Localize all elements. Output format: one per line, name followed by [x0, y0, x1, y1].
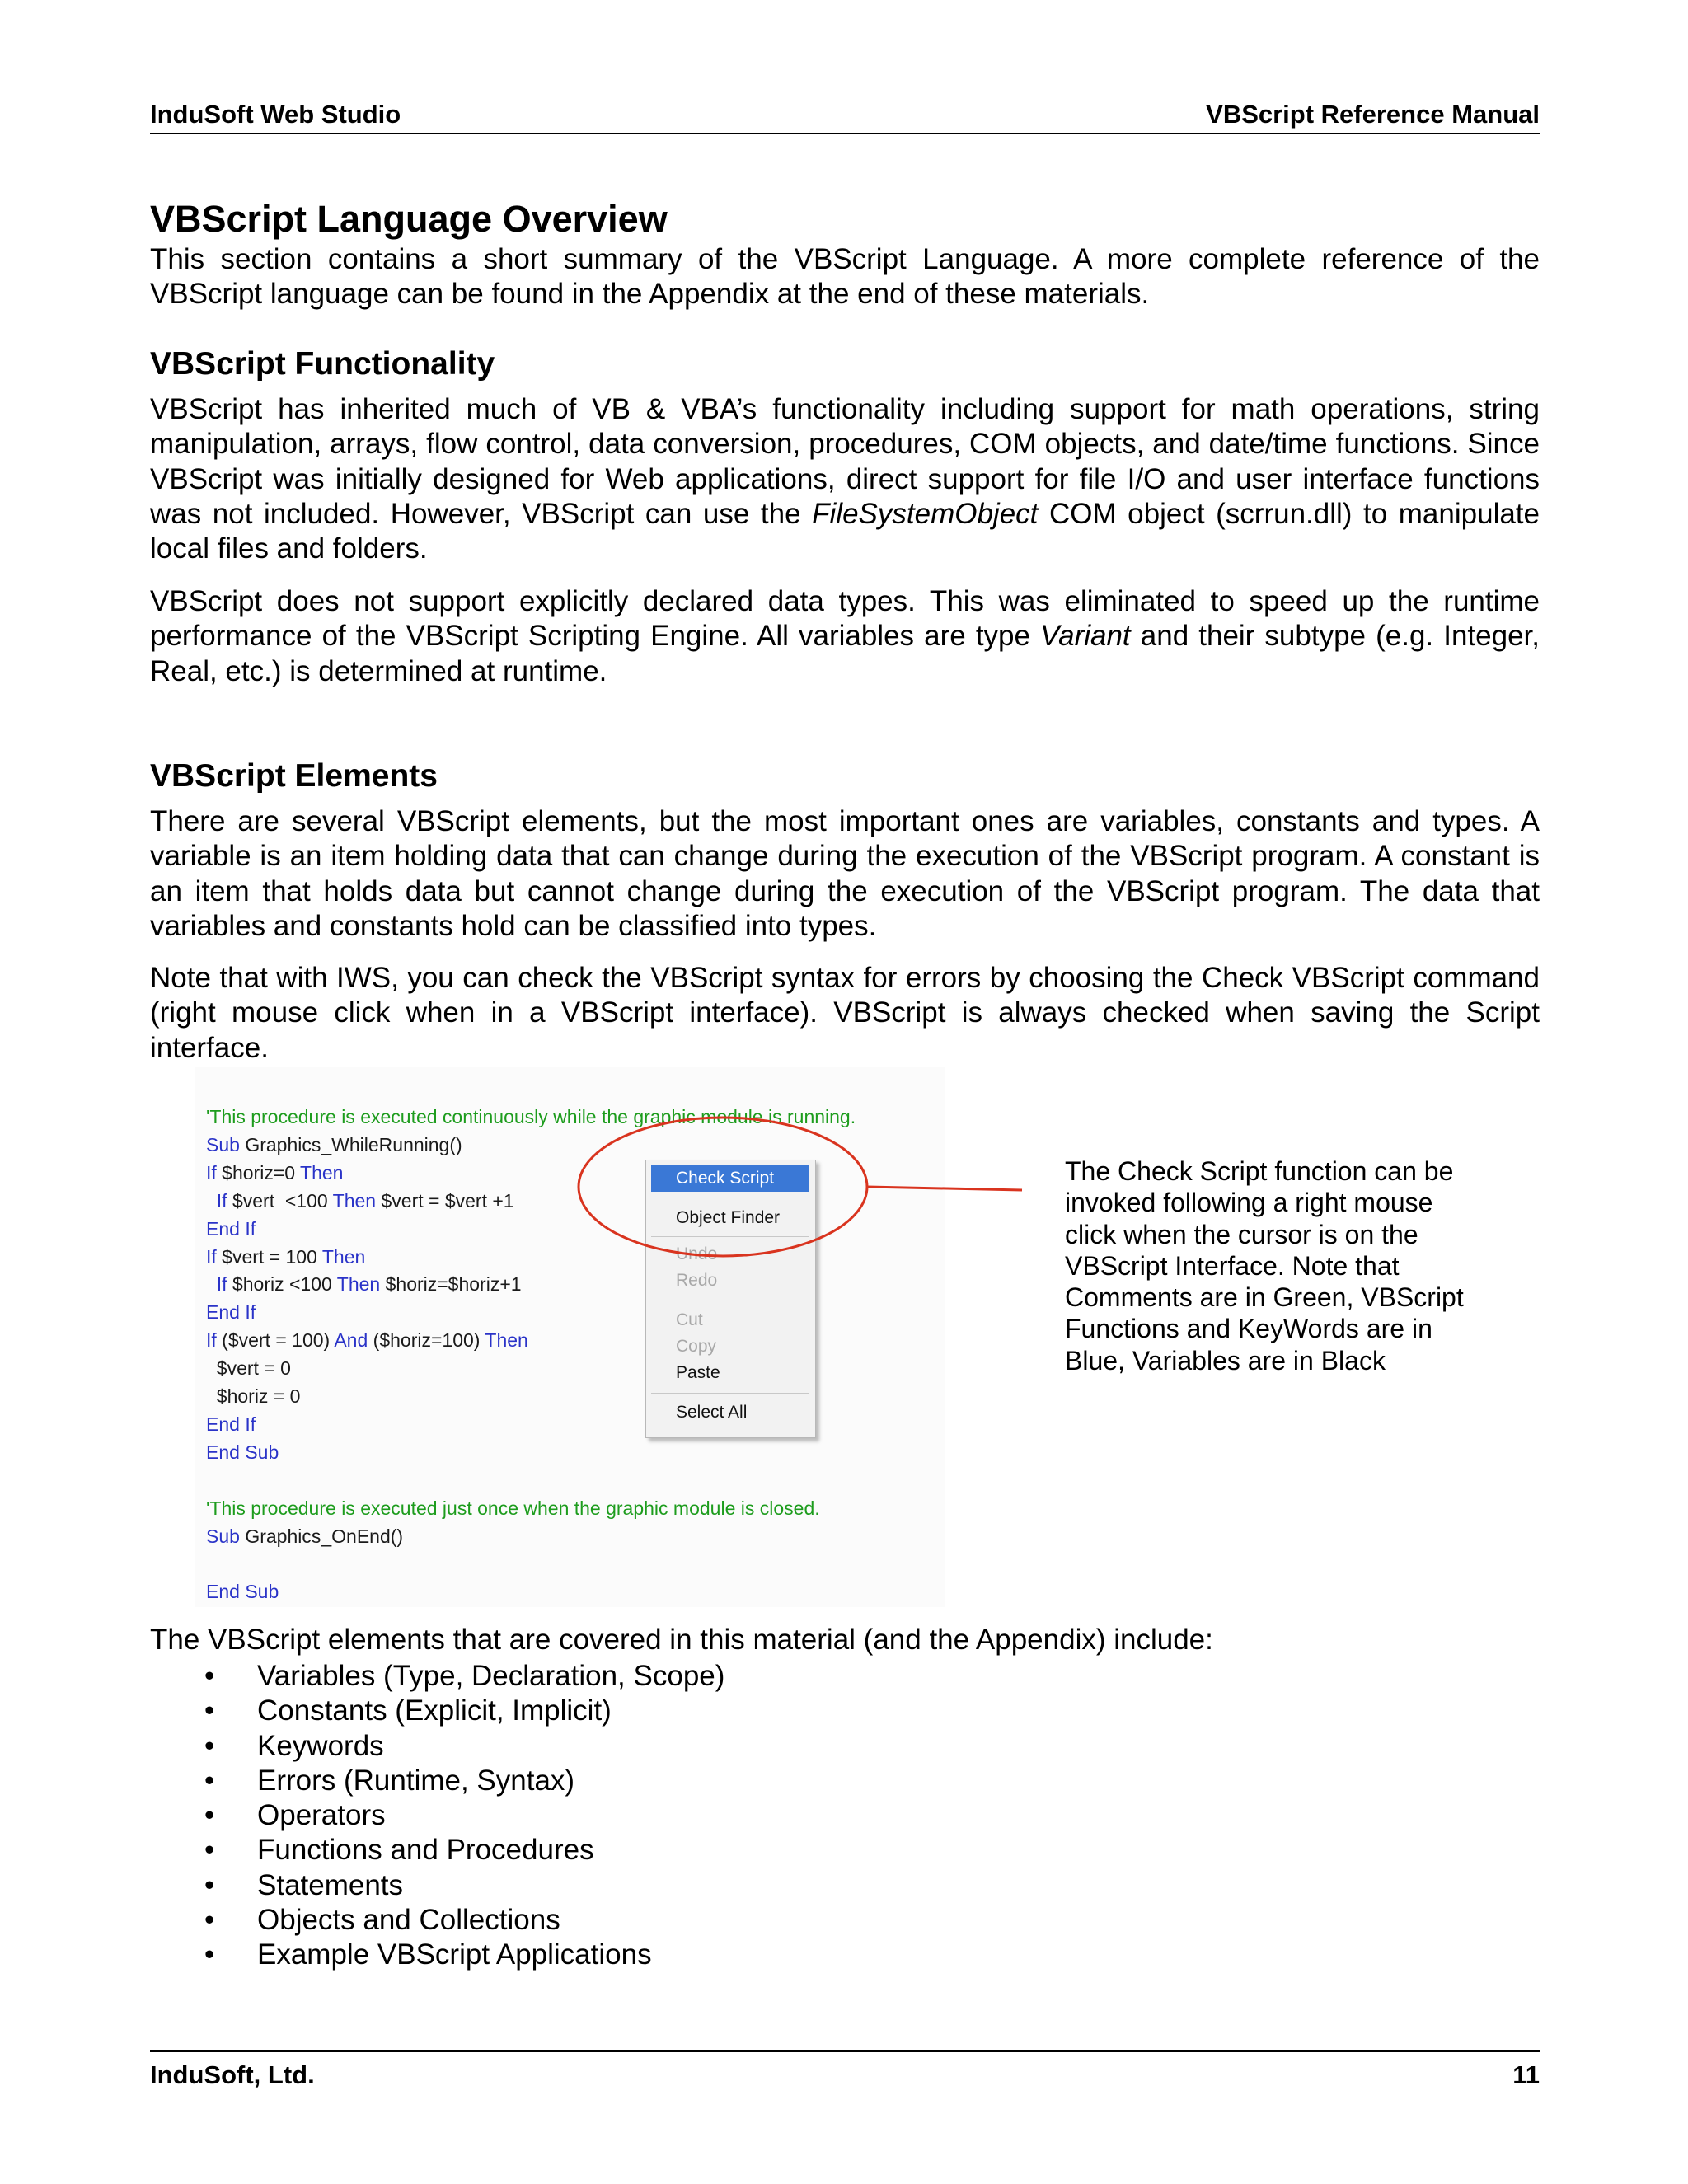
page-number: 11: [1512, 2060, 1540, 2089]
code-keyword: Sub: [206, 1525, 240, 1547]
code-text: Graphics_WhileRunning(): [239, 1133, 462, 1155]
elements-paragraph-1: There are several VBScript elements, but the most important ones are variables, constants and types. A variable is an item holding data that can change during the execution of the VBScript program. A constant is an item that holds data but cannot change during the execution of the VBScript program. The data that variables and constants hold can be classified into types.: [150, 805, 1540, 942]
code-keyword: If: [206, 1161, 217, 1183]
list-item-text: Objects and Collections: [257, 1904, 560, 1937]
fp1-before: VBScript has inherited much of VB & VBA’s functionality including support for math operations, string manipulation, arrays, flow control, data conversion, procedures, COM objects, and date/time functions. Since VBScript was initially designed for Web applications, direct support for file I/O and user interface functions was not included. However, VBScript can use the: [150, 393, 1540, 530]
menu-item-check-script[interactable]: Check Script: [651, 1165, 809, 1192]
page-title: VBScript Language Overview: [150, 198, 668, 240]
menu-item-redo[interactable]: Redo: [676, 1271, 718, 1290]
bullet-icon: •: [204, 1799, 215, 1832]
bullet-icon: •: [204, 1904, 215, 1937]
list-item: [150, 1903, 724, 1938]
list-item-text: Operators: [257, 1799, 386, 1832]
list-item: [150, 1833, 724, 1868]
covered-intro: The VBScript elements that are covered in this material (and the Appendix) include:: [150, 1624, 1213, 1656]
bullet-icon: •: [204, 1694, 215, 1727]
code-text: $horiz <100: [227, 1273, 337, 1296]
code-text: $horiz = 0: [206, 1385, 301, 1408]
intro-paragraph: This section contains a short summary of the VBScript Language. A more complete reference of the VBScript language can be found in the Appendix at the end of these materials.: [150, 243, 1540, 311]
list-item-text: Keywords: [257, 1729, 384, 1762]
elements-heading: VBScript Elements: [150, 758, 438, 794]
code-text: Graphics_OnEnd(): [239, 1525, 404, 1547]
page-footer: [150, 2050, 1540, 2097]
list-item-text: Example VBScript Applications: [257, 1938, 652, 1971]
code-keyword: End If: [206, 1413, 256, 1435]
code-keyword: Then: [300, 1161, 344, 1183]
menu-item-undo[interactable]: Undo: [676, 1244, 718, 1263]
code-text: ($vert = 100): [216, 1329, 335, 1352]
bullet-icon: •: [204, 1938, 215, 1971]
code-comment: 'This procedure is executed just once when the graphic module is closed.: [206, 1497, 820, 1519]
code-keyword: Then: [321, 1245, 366, 1268]
code-keyword: If: [206, 1273, 227, 1296]
list-item-text: Statements: [257, 1868, 404, 1901]
menu-item-paste[interactable]: Paste: [676, 1363, 720, 1382]
code-text: $vert = $vert +1: [376, 1189, 514, 1212]
code-keyword: And: [334, 1329, 368, 1352]
list-item: [150, 1938, 724, 1972]
footer-left: InduSoft, Ltd.: [150, 2060, 315, 2089]
bullet-icon: •: [204, 1764, 215, 1797]
code-text: $horiz=0: [216, 1161, 301, 1183]
list-item-text: Errors (Runtime, Syntax): [257, 1764, 575, 1797]
menu-item-cut[interactable]: Cut: [676, 1310, 703, 1329]
list-item: [150, 1764, 724, 1798]
code-text: $vert <100: [227, 1189, 333, 1212]
list-item: [150, 1729, 724, 1764]
code-keyword: Sub: [206, 1133, 240, 1155]
bullet-icon: •: [204, 1834, 215, 1867]
menu-item-object-finder[interactable]: Object Finder: [676, 1208, 781, 1227]
code-keyword: End If: [206, 1301, 256, 1324]
elements-paragraph-2: Note that with IWS, you can check the VBScript syntax for errors by choosing the Check VBScript command (right mouse click when in a VBScript interface). VBScript is always checked when saving the Script interface.: [150, 962, 1540, 1064]
list-item-text: Variables (Type, Declaration, Scope): [257, 1660, 725, 1692]
code-comment: 'This procedure is executed continuously while the graphic module is running.: [206, 1106, 856, 1127]
covered-elements-list: [150, 1659, 724, 1973]
bullet-icon: •: [204, 1660, 215, 1692]
list-item-text: Functions and Procedures: [257, 1834, 594, 1867]
list-item: [150, 1868, 724, 1903]
code-text: $vert = 100: [216, 1245, 322, 1268]
code-keyword: If: [206, 1329, 217, 1352]
list-item: [150, 1798, 724, 1833]
fp2-before: VBScript does not support explicitly declared data types. This was eliminated to speed up the runtime performance of the VBScript Scripting Engine. All variables are type: [150, 585, 1540, 653]
code-keyword: If: [206, 1189, 227, 1212]
callout-text: The Check Script function can be invoked following a right mouse click when the cursor is on the VBScript Interface. Note that Comments are in Green, VBScript Functions and KeyWords are in Blue, Variables are in Black: [1065, 1156, 1464, 1376]
code-keyword: End If: [206, 1217, 256, 1240]
bullet-icon: •: [204, 1868, 215, 1901]
code-text: $vert = 0: [206, 1357, 291, 1380]
list-item: [150, 1659, 724, 1694]
code-keyword: Then: [332, 1189, 377, 1212]
menu-item-copy[interactable]: Copy: [676, 1337, 717, 1356]
code-keyword: End Sub: [206, 1581, 279, 1603]
list-item-text: Constants (Explicit, Implicit): [257, 1694, 612, 1727]
code-keyword: If: [206, 1245, 217, 1268]
list-item: [150, 1694, 724, 1728]
callout-connector-line: [867, 1187, 1022, 1190]
code-keyword: Then: [485, 1329, 528, 1352]
fp1-after: COM object (scrrun.dll) to manipulate local files and folders.: [150, 497, 1540, 565]
header-left: InduSoft Web Studio: [150, 100, 401, 129]
fp1-em: FileSystemObject: [812, 497, 1039, 530]
header-right: VBScript Reference Manual: [1206, 100, 1540, 129]
menu-item-select-all[interactable]: Select All: [676, 1403, 748, 1422]
code-text: $horiz=$horiz+1: [380, 1273, 522, 1296]
highlight-ellipse: [579, 1118, 867, 1256]
bullet-icon: •: [204, 1729, 215, 1762]
fp2-after: and their subtype (e.g. Integer, Real, etc.) is determined at runtime.: [150, 620, 1540, 687]
fp2-em: Variant: [1040, 620, 1131, 653]
code-keyword: Then: [336, 1273, 381, 1296]
functionality-heading: VBScript Functionality: [150, 346, 495, 382]
code-text: ($horiz=100): [368, 1329, 485, 1352]
code-keyword: End Sub: [206, 1441, 279, 1463]
